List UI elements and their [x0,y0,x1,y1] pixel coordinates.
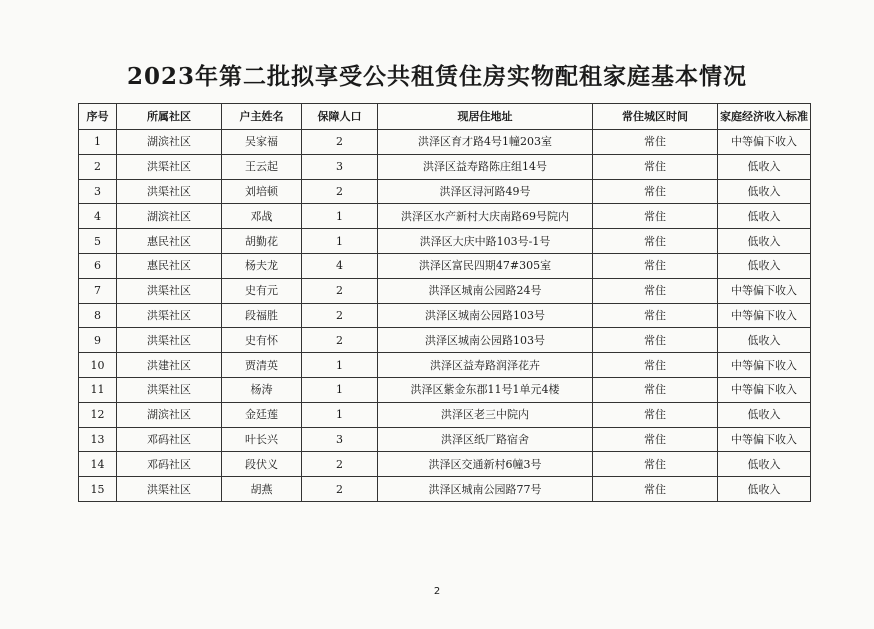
cell-community: 洪渠社区 [117,477,222,502]
cell-income-level: 低收入 [718,477,811,502]
cell-household-size: 4 [302,253,378,278]
cell-householder-name: 王云起 [222,154,302,179]
cell-community: 惠民社区 [117,253,222,278]
cell-income-level: 低收入 [718,253,811,278]
cell-householder-name: 吴家福 [222,130,302,155]
table-row [79,229,811,254]
cell-householder-name: 杨涛 [222,377,302,402]
cell-community: 邓码社区 [117,452,222,477]
cell-income-level: 中等偏下收入 [718,278,811,303]
cell-householder-name: 胡勤花 [222,229,302,254]
cell-community: 邓码社区 [117,427,222,452]
cell-household-size: 2 [302,477,378,502]
cell-address: 洪泽区水产新村大庆南路69号院内 [378,204,593,229]
cell-row-index: 3 [79,179,117,204]
cell-row-index: 15 [79,477,117,502]
table-header-row [79,104,811,130]
cell-row-index: 9 [79,328,117,353]
cell-address: 洪泽区城南公园路103号 [378,303,593,328]
table-row [79,402,811,427]
cell-row-index: 13 [79,427,117,452]
table-row [79,278,811,303]
cell-residence-status: 常住 [593,353,718,378]
cell-residence-status: 常住 [593,154,718,179]
page-number: 2 [433,586,441,597]
cell-householder-name: 金廷莲 [222,402,302,427]
cell-residence-status: 常住 [593,402,718,427]
column-header: 现居住地址 [378,104,593,130]
cell-address: 洪泽区紫金东郡11号1单元4楼 [378,377,593,402]
column-header: 户主姓名 [222,104,302,130]
column-header: 家庭经济收入标准 [718,104,811,130]
cell-address: 洪泽区交通新村6幢3号 [378,452,593,477]
cell-address: 洪泽区城南公园路24号 [378,278,593,303]
cell-community: 洪渠社区 [117,154,222,179]
table-row [79,204,811,229]
cell-household-size: 2 [302,452,378,477]
cell-community: 洪渠社区 [117,377,222,402]
cell-community: 惠民社区 [117,229,222,254]
cell-householder-name: 贾清英 [222,353,302,378]
cell-row-index: 8 [79,303,117,328]
cell-household-size: 1 [302,353,378,378]
column-header: 序号 [79,104,117,130]
cell-row-index: 4 [79,204,117,229]
cell-residence-status: 常住 [593,477,718,502]
table-row [79,303,811,328]
housing-table [78,103,811,502]
cell-row-index: 6 [79,253,117,278]
cell-address: 洪泽区育才路4号1幢203室 [378,130,593,155]
cell-household-size: 1 [302,402,378,427]
document-title: 2023年第二批拟享受公共租赁住房实物配租家庭基本情况 [126,63,747,90]
cell-residence-status: 常住 [593,204,718,229]
cell-household-size: 2 [302,179,378,204]
cell-row-index: 12 [79,402,117,427]
cell-row-index: 14 [79,452,117,477]
cell-income-level: 中等偏下收入 [718,353,811,378]
cell-address: 洪泽区城南公园路103号 [378,328,593,353]
table-row [79,154,811,179]
cell-community: 洪建社区 [117,353,222,378]
cell-income-level: 中等偏下收入 [718,303,811,328]
table-row [79,477,811,502]
cell-residence-status: 常住 [593,452,718,477]
cell-household-size: 2 [302,130,378,155]
table-row [79,452,811,477]
cell-income-level: 低收入 [718,328,811,353]
cell-income-level: 中等偏下收入 [718,377,811,402]
table-row [79,253,811,278]
cell-row-index: 10 [79,353,117,378]
cell-income-level: 中等偏下收入 [718,130,811,155]
cell-household-size: 1 [302,204,378,229]
cell-household-size: 3 [302,154,378,179]
column-header: 保障人口 [302,104,378,130]
cell-address: 洪泽区富民四期47#305室 [378,253,593,278]
cell-householder-name: 段福胜 [222,303,302,328]
cell-income-level: 低收入 [718,402,811,427]
table-row [79,130,811,155]
cell-residence-status: 常住 [593,328,718,353]
cell-income-level: 中等偏下收入 [718,427,811,452]
cell-address: 洪泽区大庆中路103号-1号 [378,229,593,254]
cell-household-size: 2 [302,303,378,328]
cell-income-level: 低收入 [718,452,811,477]
cell-row-index: 1 [79,130,117,155]
cell-community: 洪渠社区 [117,179,222,204]
table-body [79,130,811,502]
cell-household-size: 2 [302,328,378,353]
table-row [79,328,811,353]
cell-residence-status: 常住 [593,303,718,328]
cell-residence-status: 常住 [593,130,718,155]
cell-residence-status: 常住 [593,229,718,254]
cell-household-size: 1 [302,377,378,402]
cell-row-index: 5 [79,229,117,254]
cell-row-index: 11 [79,377,117,402]
cell-address: 洪泽区益寿路润泽花卉 [378,353,593,378]
cell-householder-name: 刘培顿 [222,179,302,204]
table-row [79,427,811,452]
cell-community: 洪渠社区 [117,278,222,303]
table-row [79,377,811,402]
cell-householder-name: 叶长兴 [222,427,302,452]
cell-community: 湖滨社区 [117,402,222,427]
cell-address: 洪泽区浔河路49号 [378,179,593,204]
column-header: 所属社区 [117,104,222,130]
cell-residence-status: 常住 [593,427,718,452]
table-row [79,179,811,204]
cell-income-level: 低收入 [718,204,811,229]
cell-household-size: 3 [302,427,378,452]
cell-householder-name: 史有怀 [222,328,302,353]
cell-residence-status: 常住 [593,377,718,402]
cell-household-size: 2 [302,278,378,303]
cell-householder-name: 胡燕 [222,477,302,502]
cell-income-level: 低收入 [718,179,811,204]
cell-row-index: 7 [79,278,117,303]
cell-householder-name: 段伏义 [222,452,302,477]
cell-community: 湖滨社区 [117,204,222,229]
cell-address: 洪泽区老三中院内 [378,402,593,427]
cell-residence-status: 常住 [593,179,718,204]
cell-community: 洪渠社区 [117,303,222,328]
cell-community: 湖滨社区 [117,130,222,155]
cell-address: 洪泽区城南公园路77号 [378,477,593,502]
cell-income-level: 低收入 [718,154,811,179]
cell-income-level: 低收入 [718,229,811,254]
cell-row-index: 2 [79,154,117,179]
cell-householder-name: 杨夫龙 [222,253,302,278]
cell-community: 洪渠社区 [117,328,222,353]
cell-address: 洪泽区纸厂路宿舍 [378,427,593,452]
cell-household-size: 1 [302,229,378,254]
cell-householder-name: 邓战 [222,204,302,229]
cell-address: 洪泽区益寿路陈庄组14号 [378,154,593,179]
table-row [79,353,811,378]
cell-householder-name: 史有元 [222,278,302,303]
column-header: 常住城区时间 [593,104,718,130]
cell-residence-status: 常住 [593,253,718,278]
cell-residence-status: 常住 [593,278,718,303]
